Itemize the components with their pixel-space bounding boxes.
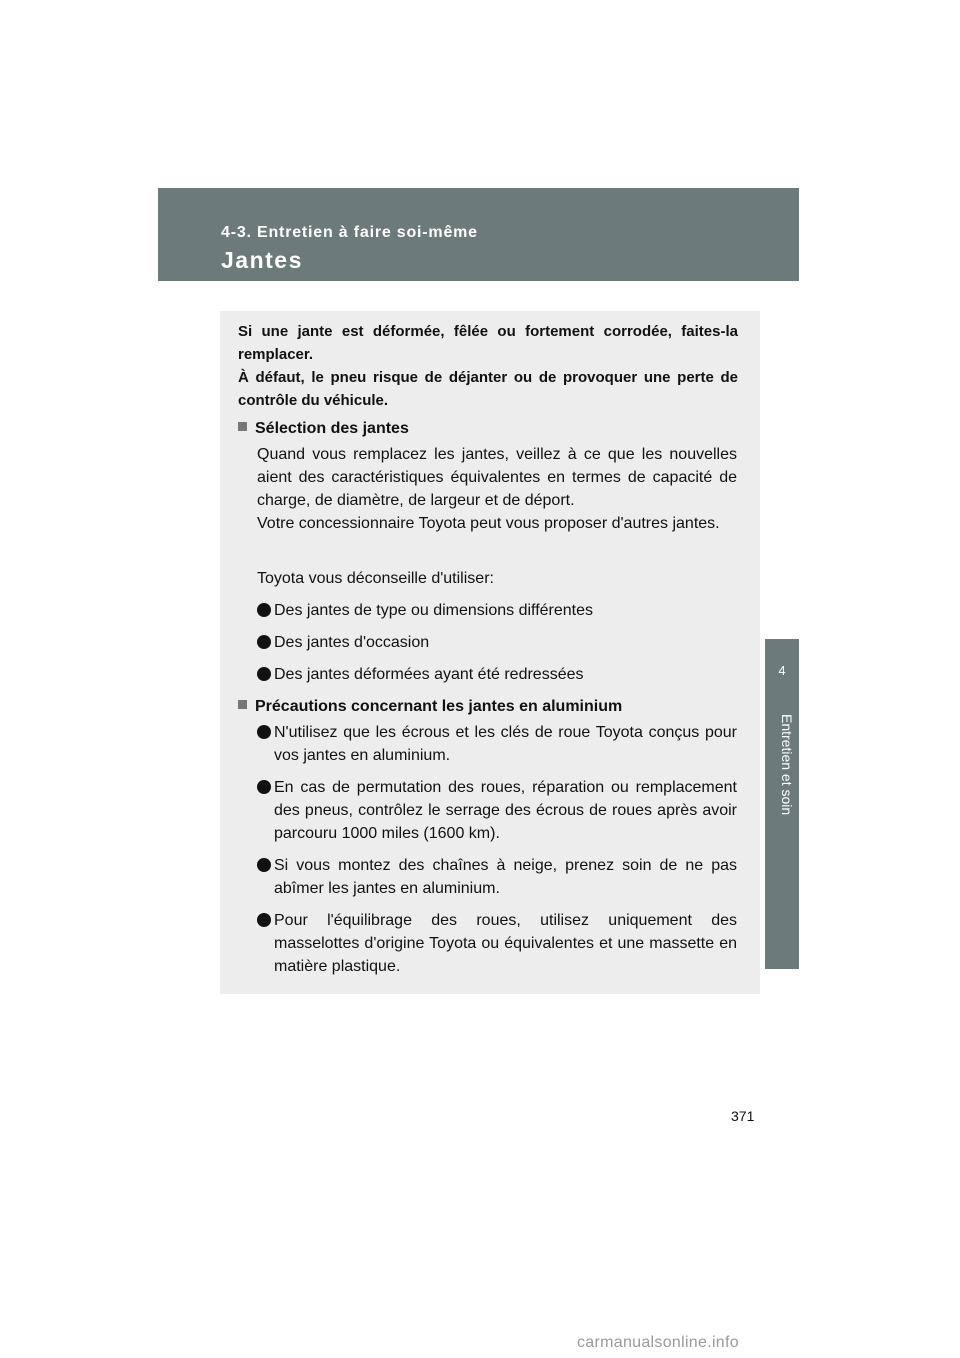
square-bullet-icon <box>238 422 247 431</box>
list-item: En cas de permutation des roues, réparation ou remplacement des pneus, contrôlez le serrage des écrous de roues après avoir parcouru 1000 miles (1600 km). <box>257 776 737 845</box>
list-item: Si vous montez des chaînes à neige, prenez soin de ne pas abîmer les jantes en aluminium. <box>257 854 737 900</box>
bullet-dot-icon <box>257 913 271 927</box>
chapter-side-tab <box>765 281 799 1358</box>
selection-paragraph-2: Votre concessionnaire Toyota peut vous proposer d'autres jantes. <box>257 515 720 532</box>
intro-line-2: À défaut, le pneu risque de déjanter ou de provoquer une perte de contrôle du véhicule. <box>238 369 738 409</box>
square-bullet-icon <box>238 700 247 709</box>
list-item: Pour l'équilibrage des roues, utilisez uniquement des masselottes d'origine Toyota ou équivalentes et une massette en matière plastique. <box>257 909 737 978</box>
section-header <box>158 188 799 281</box>
bullet-dot-icon <box>257 725 271 739</box>
content-box <box>220 311 760 994</box>
chapter-name: Entretien et soin <box>779 714 795 816</box>
aluminium-heading <box>238 695 738 718</box>
watermark: carmanualsonline.info <box>577 1334 739 1351</box>
bullet-dot-icon <box>257 858 271 872</box>
list-item: Des jantes d'occasion <box>257 631 737 654</box>
aluminium-heading-text: Précautions concernant les jantes en aluminium <box>255 698 623 715</box>
section-label: 4-3. Entretien à faire soi-même <box>221 224 478 241</box>
page-title: Jantes <box>221 247 303 273</box>
bullet-dot-icon <box>257 603 271 617</box>
list-item: Des jantes de type ou dimensions différentes <box>257 599 737 622</box>
chapter-block <box>765 639 799 969</box>
intro-line-1: Si une jante est déformée, fêlée ou fortement corrodée, faites-la remplacer. <box>238 323 738 363</box>
list-item: Des jantes déformées ayant été redressées <box>257 663 737 686</box>
list-item: N'utilisez que les écrous et les clés de roue Toyota conçus pour vos jantes en aluminium. <box>257 721 737 767</box>
bullet-dot-icon <box>257 667 271 681</box>
selection-paragraph-3: Toyota vous déconseille d'utiliser: <box>257 570 494 587</box>
chapter-number: 4 <box>778 663 786 678</box>
page-number: 371 <box>731 1108 755 1124</box>
bullet-dot-icon <box>257 635 271 649</box>
selection-heading-text: Sélection des jantes <box>255 420 409 437</box>
intro-warning <box>238 320 738 412</box>
selection-paragraph-1: Quand vous remplacez les jantes, veillez à ce que les nouvelles aient des caractéristiques équivalentes en termes de capacité de charge, de diamètre, de largeur et de déport. <box>257 446 737 509</box>
selection-heading <box>238 417 738 440</box>
bullet-dot-icon <box>257 780 271 794</box>
